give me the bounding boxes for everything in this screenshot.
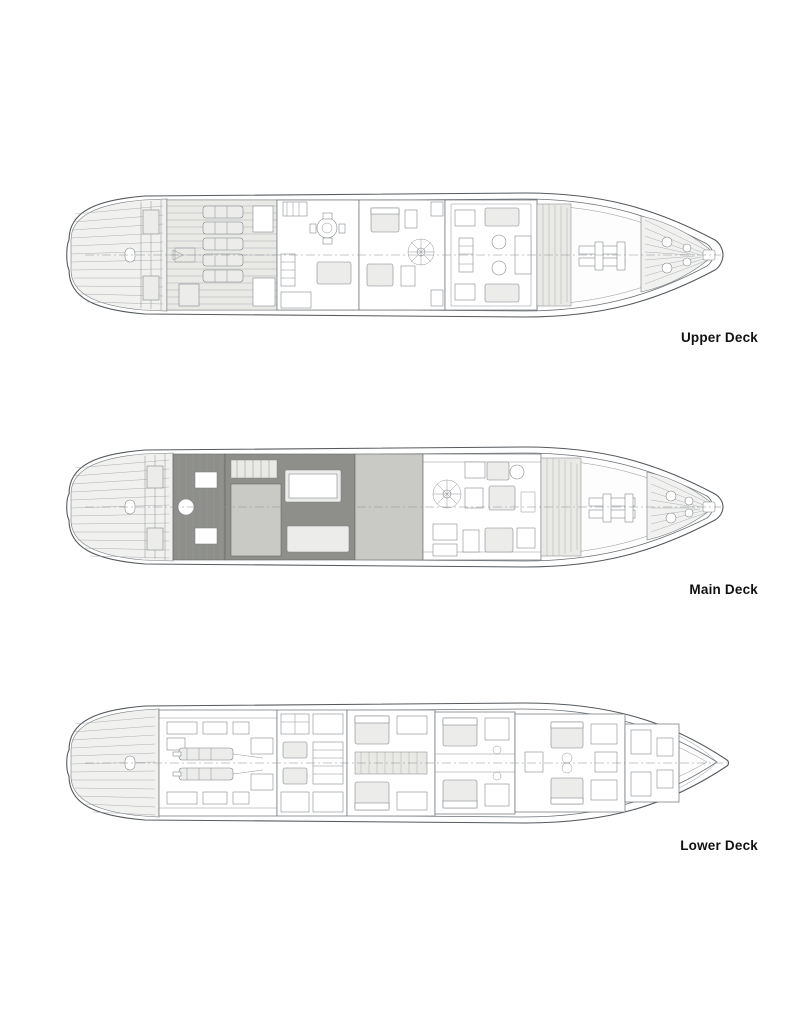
lower-deck-drawing xyxy=(55,688,745,838)
deck-section-lower xyxy=(0,688,800,868)
deck-label-main: Main Deck xyxy=(689,582,758,597)
deck-section-main xyxy=(0,432,800,612)
upper-deck-drawing xyxy=(55,180,745,330)
deck-label-lower: Lower Deck xyxy=(680,838,758,853)
deck-label-upper: Upper Deck xyxy=(680,330,758,345)
main-deck-drawing xyxy=(55,432,745,582)
deck-section-upper xyxy=(0,180,800,360)
